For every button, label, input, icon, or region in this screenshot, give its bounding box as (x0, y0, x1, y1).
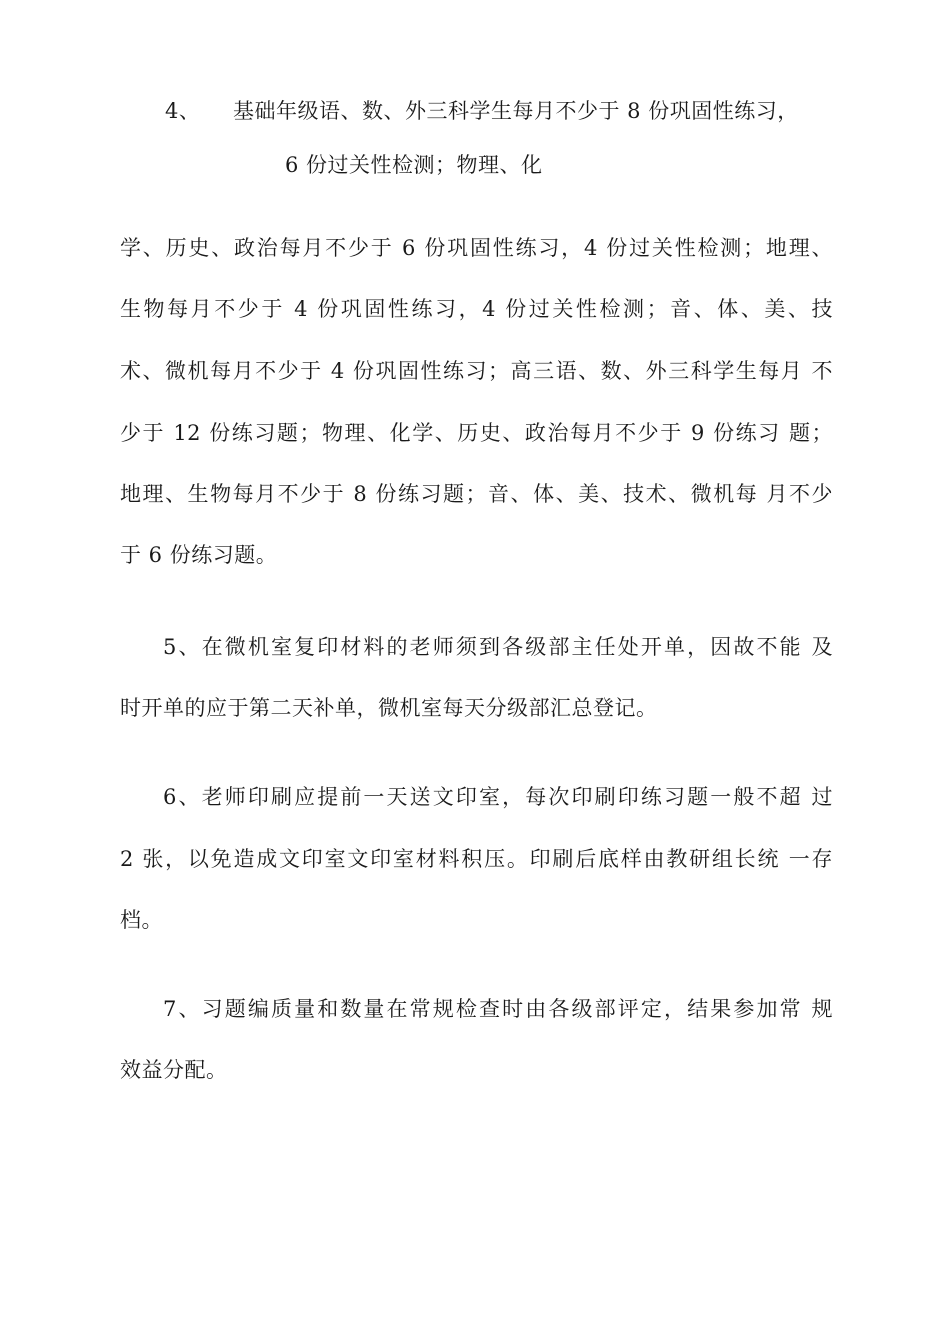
item4-line6: 少于 12 份练习题；物理、化学、历史、政治每月不少于 9 份练习 题； (120, 421, 833, 445)
item4-line2: 6 份过关性检测；物理、化 (285, 153, 543, 177)
item4-line1: 基础年级语、数、外三科学生每月不少于 8 份巩固性练习， (233, 99, 799, 123)
item4-line8: 于 6 份练习题。 (120, 543, 278, 567)
item6-line3: 档。 (120, 908, 163, 932)
item4-line3: 学、历史、政治每月不少于 6 份巩固性练习，4 份过关性检测；地理、 (120, 236, 833, 260)
item4-number: 4、 (165, 99, 201, 123)
item4-line7: 地理、生物每月不少于 8 份练习题；音、体、美、技术、微机每 月不少 (120, 482, 833, 506)
item6-line1: 6、老师印刷应提前一天送文印室，每次印刷印练习题一般不超 过 (163, 785, 833, 809)
item7-line2: 效益分配。 (120, 1058, 228, 1082)
item4-line5: 术、微机每月不少于 4 份巩固性练习；高三语、数、外三科学生每月 不 (120, 359, 833, 383)
item7-line1: 7、习题编质量和数量在常规检查时由各级部评定，结果参加常 规 (163, 997, 833, 1021)
item6-line2: 2 张，以免造成文印室文印室材料积压。印刷后底样由教研组长统 一存 (120, 847, 833, 871)
item5-line1: 5、在微机室复印材料的老师须到各级部主任处开单，因故不能 及 (163, 635, 833, 659)
item5-line2: 时开单的应于第二天补单，微机室每天分级部汇总登记。 (120, 696, 658, 720)
item4-line4: 生物每月不少于 4 份巩固性练习，4 份过关性检测；音、体、美、技 (120, 297, 833, 321)
